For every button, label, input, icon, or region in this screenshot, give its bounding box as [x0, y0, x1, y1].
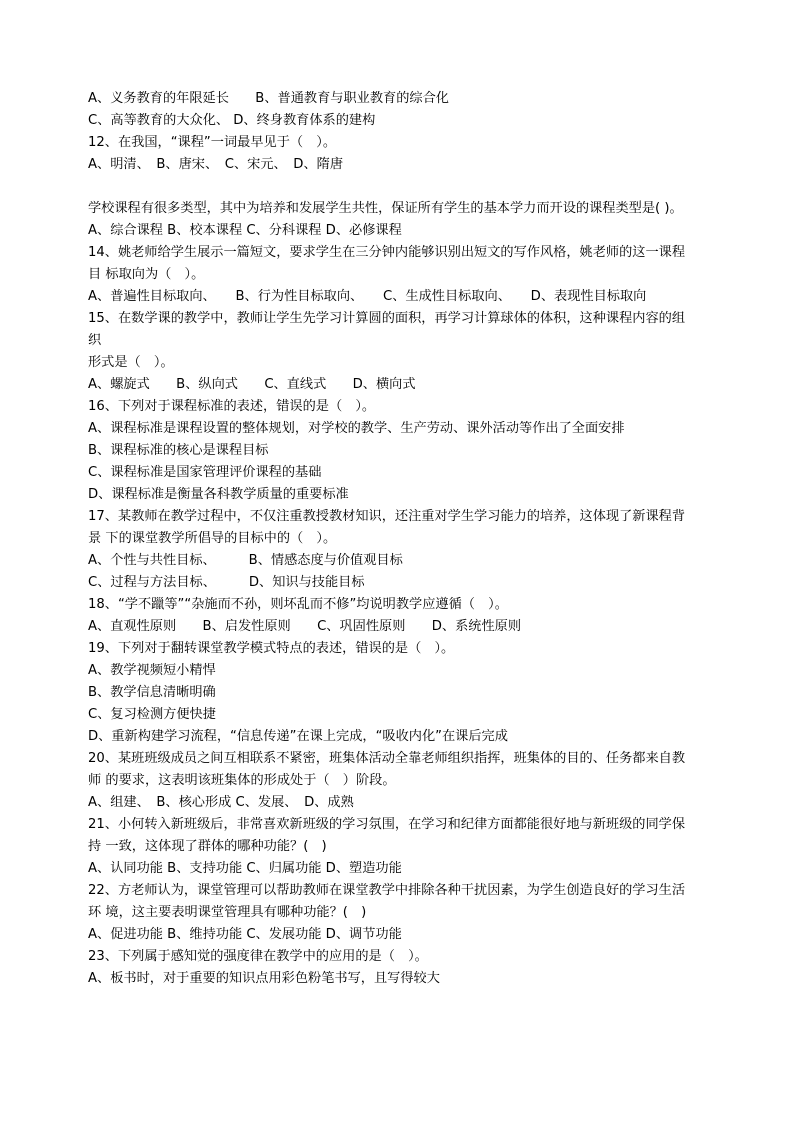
text-line-q16-stem: 16、下列对于课程标准的表述，错误的是（ ）。 — [88, 399, 376, 414]
text-line-q19-option-c: C、复习检测方便快捷 — [88, 707, 216, 722]
text-line-q15-stem: 15、在数学课的教学中，教师让学生先学习计算圆的面积，再学习计算球体的体积，这种课程内容的组织 — [88, 311, 686, 348]
text-line-q15-options: A、螺旋式 B、纵向式 C、直线式 D、横向式 — [88, 377, 416, 392]
text-line-q13-options: A、综合课程 B、校本课程 C、分科课程 D、必修课程 — [88, 223, 402, 238]
text-line-q16-option-c: C、课程标准是国家管理评价课程的基础 — [88, 465, 322, 480]
blank-line — [88, 176, 692, 198]
text-line-q14-stem: 14、姚老师给学生展示一篇短文，要求学生在三分钟内能够识别出短文的写作风格，姚老师的这一课程目 标取向为（ ）。 — [88, 245, 686, 282]
text-line-q12-options: A、明清、 B、唐宋、 C、宋元、 D、隋唐 — [88, 157, 344, 172]
text-line-q19-option-b: B、教学信息清晰明确 — [88, 685, 216, 700]
text-line-q12-stem: 12、在我国，“课程”一词最早见于（ ）。 — [88, 135, 337, 150]
text-line-q18-options: A、直观性原则 B、启发性原则 C、巩固性原则 D、系统性原则 — [88, 619, 522, 634]
text-line-q11-options-ab: A、义务教育的年限延长 B、普通教育与职业教育的综合化 — [88, 91, 449, 106]
text-line-q23-option-a: A、板书时，对于重要的知识点用彩色粉笔书写，且写得较大 — [88, 971, 440, 986]
text-line-q19-option-a: A、教学视频短小精悍 — [88, 663, 216, 678]
text-line-q19-stem: 19、下列对于翻转课堂教学模式特点的表述，错误的是（ ）。 — [88, 641, 455, 656]
text-line-q17-options-cd: C、过程与方法目标、 D、知识与技能目标 — [88, 575, 365, 590]
text-line-q19-option-d: D、重新构建学习流程，“信息传递”在课上完成，“吸收内化”在课后完成 — [88, 729, 508, 744]
text-line-q11-options-cd: C、高等教育的大众化、 D、终身教育体系的建构 — [88, 113, 376, 128]
text-line-q21-options: A、认同功能 B、支持功能 C、归属功能 D、塑造功能 — [88, 861, 402, 876]
text-line-q22-stem: 22、方老师认为，课堂管理可以帮助教师在课堂教学中排除各种干扰因素，为学生创造良好的学习生活环 境，这主要表明课堂管理具有哪种功能？( ) — [88, 883, 686, 920]
text-line-q20-stem: 20、某班班级成员之间互相联系不紧密，班集体活动全靠老师组织指挥，班集体的目的、任务都来自教师 的要求，这表明该班集体的形成处于（ ）阶段。 — [88, 751, 686, 788]
text-line-q17-stem: 17、某教师在教学过程中，不仅注重教授教材知识，还注重对学生学习能力的培养，这体现了新课程背景 下的课堂教学所倡导的目标中的（ ）。 — [88, 509, 686, 546]
text-line-q14-options: A、普遍性目标取向、 B、行为性目标取向、 C、生成性目标取向、 D、表现性目标取向 — [88, 289, 647, 304]
text-line-q20-options: A、组建、 B、核心形成 C、发展、 D、成熟 — [88, 795, 354, 810]
text-line-q16-option-d: D、课程标准是衡量各科教学质量的重要标准 — [88, 487, 349, 502]
text-line-q23-stem: 23、下列属于感知觉的强度律在教学中的应用的是（ ）。 — [88, 949, 428, 964]
text-line-q17-options-ab: A、个性与共性目标、 B、情感态度与价值观目标 — [88, 553, 403, 568]
document-text-body — [88, 88, 692, 990]
text-line-q22-options: A、促进功能 B、维持功能 C、发展功能 D、调节功能 — [88, 927, 402, 942]
text-line-q18-stem: 18、“学不躐等”“杂施而不孙，则坏乱而不修”均说明教学应遵循（ ）。 — [88, 597, 508, 612]
text-line-q13-stem: 学校课程有很多类型，其中为培养和发展学生共性，保证所有学生的基本学力而开设的课程类型是( )。 — [88, 201, 683, 216]
text-line-q16-option-a: A、课程标准是课程设置的整体规划，对学校的教学、生产劳动、课外活动等作出了全面安排 — [88, 421, 625, 436]
text-line-q15-stem-cont: 形式是（ ）。 — [88, 355, 174, 370]
text-line-q16-option-b: B、课程标准的核心是课程目标 — [88, 443, 269, 458]
text-line-q21-stem: 21、小何转入新班级后，非常喜欢新班级的学习氛围，在学习和纪律方面都能很好地与新班级的同学保持 一致，这体现了群体的哪种功能？( ) — [88, 817, 686, 854]
